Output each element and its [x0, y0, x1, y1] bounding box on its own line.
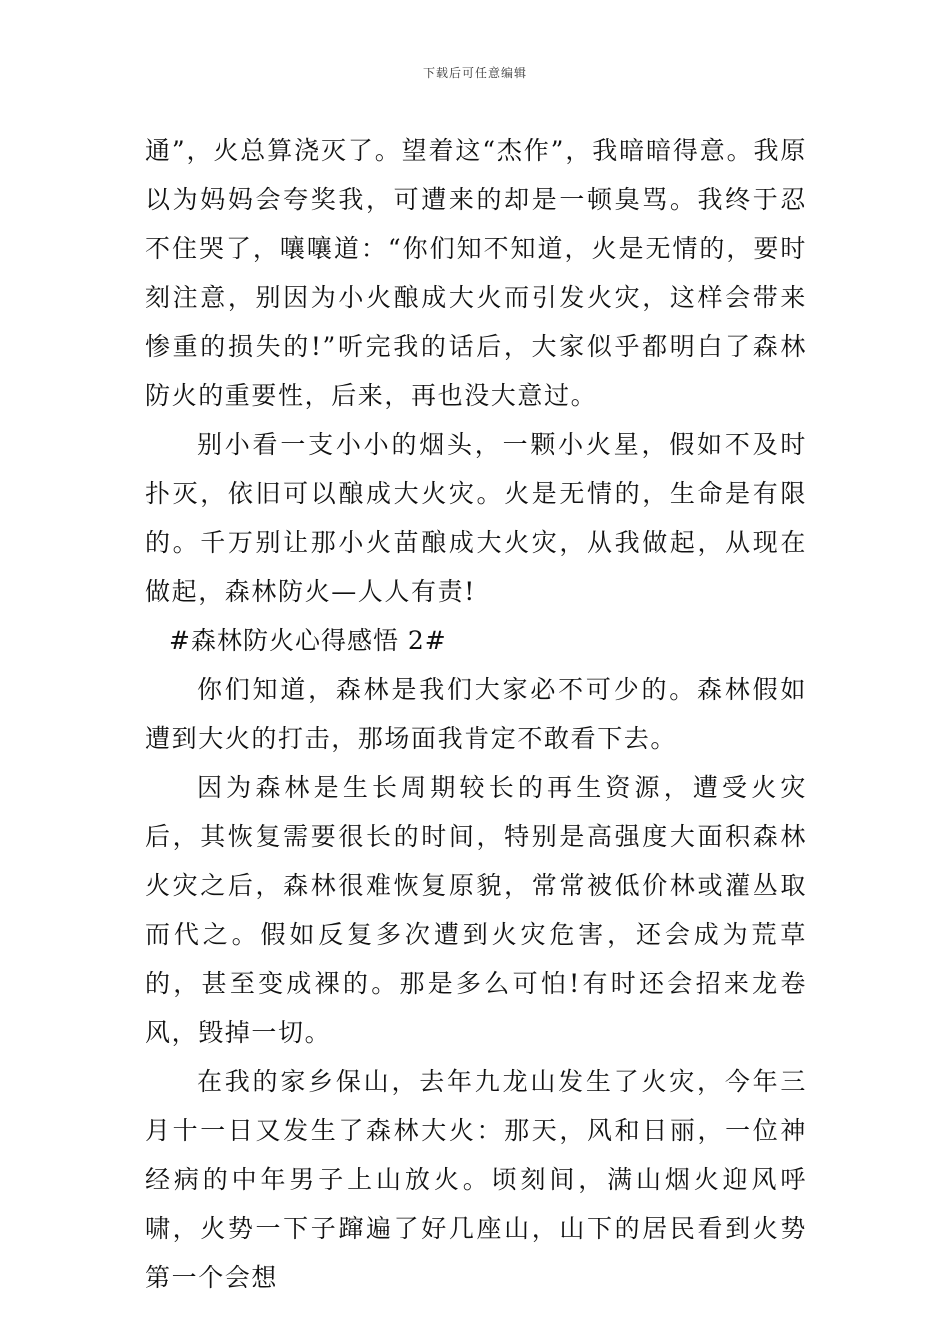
page-header-note: 下载后可任意编辑: [422, 66, 527, 80]
paragraph-continuation: 通”，火总算浇灭了。望着这“杰作”，我暗暗得意。我原以为妈妈会夸奖我，可遭来的却是一顿臭骂。我终于忍不住哭了，嚷嚷道：“你们知不知道，火是无情的，要时刻注意，别因为小火酿成大火而引发火灾，这样会带来惨重的损失的!”听完我的话后，大家似乎都明白了森林防火的重要性，后来，再也没大意过。: [145, 136, 807, 410]
paragraph-forest-intro: 你们知道，森林是我们大家必不可少的。森林假如遭到大火的打击，那场面我肯定不敢看下去。: [145, 675, 807, 753]
paragraph-cigarette: 别小看一支小小的烟头，一颗小火星，假如不及时扑灭，依旧可以酿成大火灾。火是无情的，生命是有限的。千万别让那小火苗酿成大火灾，从我做起，从现在做起，森林防火—人人有责!: [145, 430, 807, 606]
paragraph-hometown-fire: 在我的家乡保山，去年九龙山发生了火灾，今年三月十一日又发生了森林大火：那天，风和日丽，一位神经病的中年男子上山放火。顷刻间，满山烟火迎风呼啸，火势一下子蹿遍了好几座山，山下的居民看到火势第一个会想: [145, 1067, 807, 1292]
section-heading: #森林防火心得感悟 2#: [169, 626, 447, 655]
paragraph-forest-recovery: 因为森林是生长周期较长的再生资源，遭受火灾后，其恢复需要很长的时间，特别是高强度大面积森林火灾之后，森林很难恢复原貌，常常被低价林或灌丛取而代之。假如反复多次遭到火灾危害，还会成为荒草的，甚至变成裸的。那是多么可怕!有时还会招来龙卷风，毁掉一切。: [145, 773, 807, 1047]
document-body: [145, 126, 807, 1302]
